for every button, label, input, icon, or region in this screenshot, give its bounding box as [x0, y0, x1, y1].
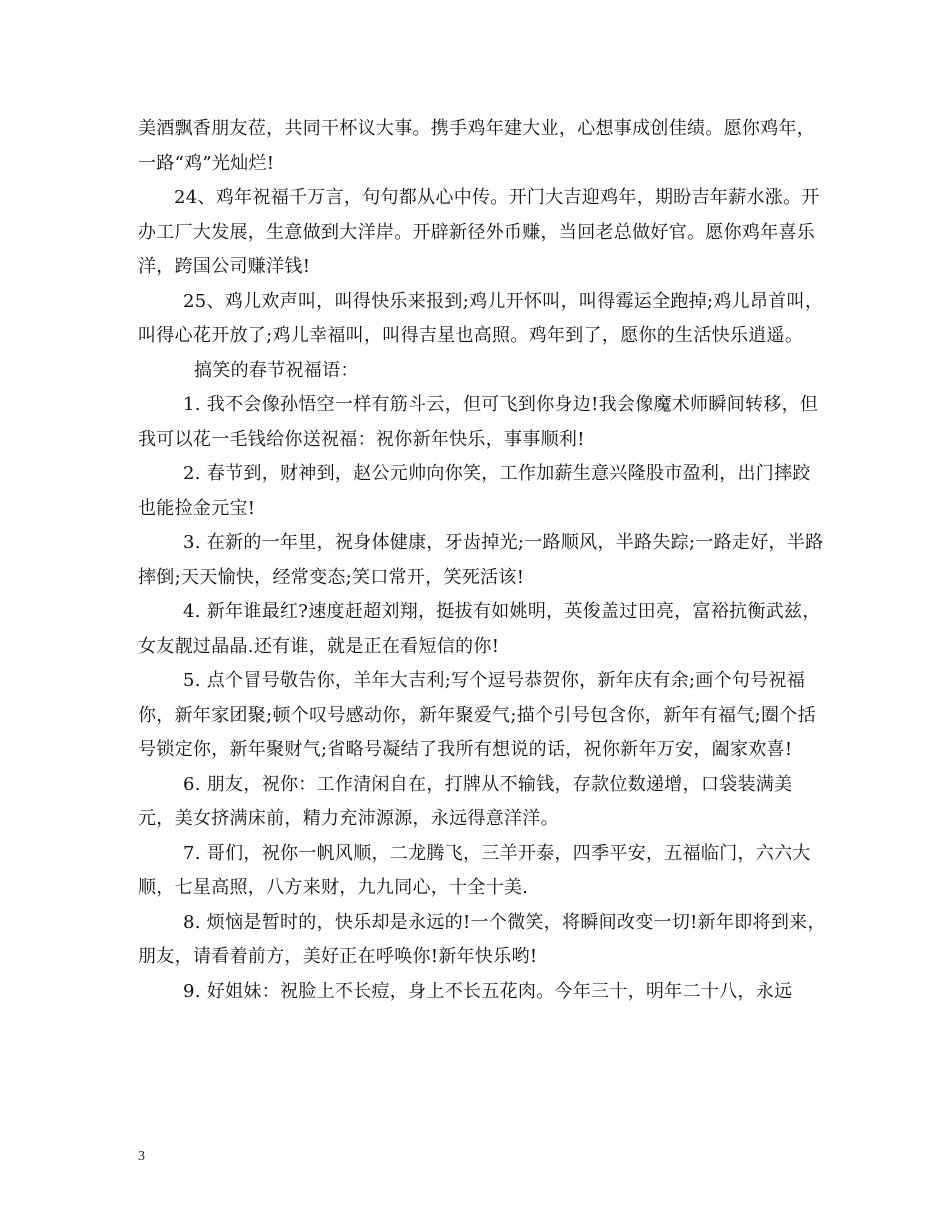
list-item-5: 5. 点个冒号敬告你，羊年大吉利;写个逗号恭贺你，新年庆有余;画个句号祝福你，新年家团聚;顿个叹号感动你，新年聚爱气;描个引号包含你，新年有福气;圈个括号锁定你，新年聚财气;省略号凝结了我所有想说的话，祝你新年万安，阖家欢喜!: [138, 670, 816, 760]
paragraph-24: 24、鸡年祝福千万言，句句都从心中传。开门大吉迎鸡年，期盼吉年薪水涨。开办工厂大发展，生意做到大洋岸。开辟新径外币赚，当回老总做好官。愿你鸡年喜乐洋，跨国公司赚洋钱!: [138, 187, 820, 277]
list-item-1: 1. 我不会像孙悟空一样有筋斗云，但可飞到你身边!我会像魔术师瞬间转移，但我可以花一毛钱给你送祝福：祝你新年快乐，事事顺利!: [138, 394, 819, 450]
list-item-3: 3. 在新的一年里，祝身体健康，牙齿掉光;一路顺风，半路失踪;一路走好，半路摔倒;天天愉快，经常变态;笑口常开，笑死活该!: [138, 532, 824, 588]
section-heading: 搞笑的春节祝福语：: [194, 359, 359, 381]
list-item-2: 2. 春节到，财神到，赵公元帅向你笑，工作加薪生意兴隆股市盈利，出门摔跤也能捡金元宝!: [138, 463, 811, 519]
list-item-9: 9. 好姐妹：祝脸上不长痘，身上不长五花肉。今年三十，明年二十八，永远: [183, 980, 793, 1002]
document-body: [138, 112, 828, 1009]
list-item-7: 7. 哥们，祝你一帆风顺，二龙腾飞，三羊开泰，四季平安，五福临门，六六大顺，七星高照，八方来财，九九同心，十全十美.: [138, 842, 811, 898]
list-item-8: 8. 烦恼是暂时的，快乐却是永远的!一个微笑，将瞬间改变一切!新年即将到来，朋友，请看着前方，美好正在呼唤你!新年快乐哟!: [138, 911, 826, 967]
paragraph-continuation: 美酒飘香朋友莅，共同干杯议大事。携手鸡年建大业，心想事成创佳绩。愿你鸡年，一路“鸡”光灿烂!: [138, 118, 816, 174]
list-item-4: 4. 新年谁最红?速度赶超刘翔，挺拔有如姚明，英俊盖过田亮，富裕抗衡武兹，女友靓过晶晶.还有谁，就是正在看短信的你!: [138, 601, 821, 657]
page-number: 3: [138, 1149, 145, 1164]
paragraph-25: 25、鸡儿欢声叫，叫得快乐来报到;鸡儿开怀叫，叫得霉运全跑掉;鸡儿昂首叫，叫得心花开放了;鸡儿幸福叫，叫得吉星也高照。鸡年到了，愿你的生活快乐逍遥。: [138, 290, 824, 346]
list-item-6: 6. 朋友，祝你：工作清闲自在，打牌从不输钱，存款位数递增，口袋装满美元，美女挤满床前，精力充沛源源，永远得意洋洋。: [138, 773, 793, 829]
